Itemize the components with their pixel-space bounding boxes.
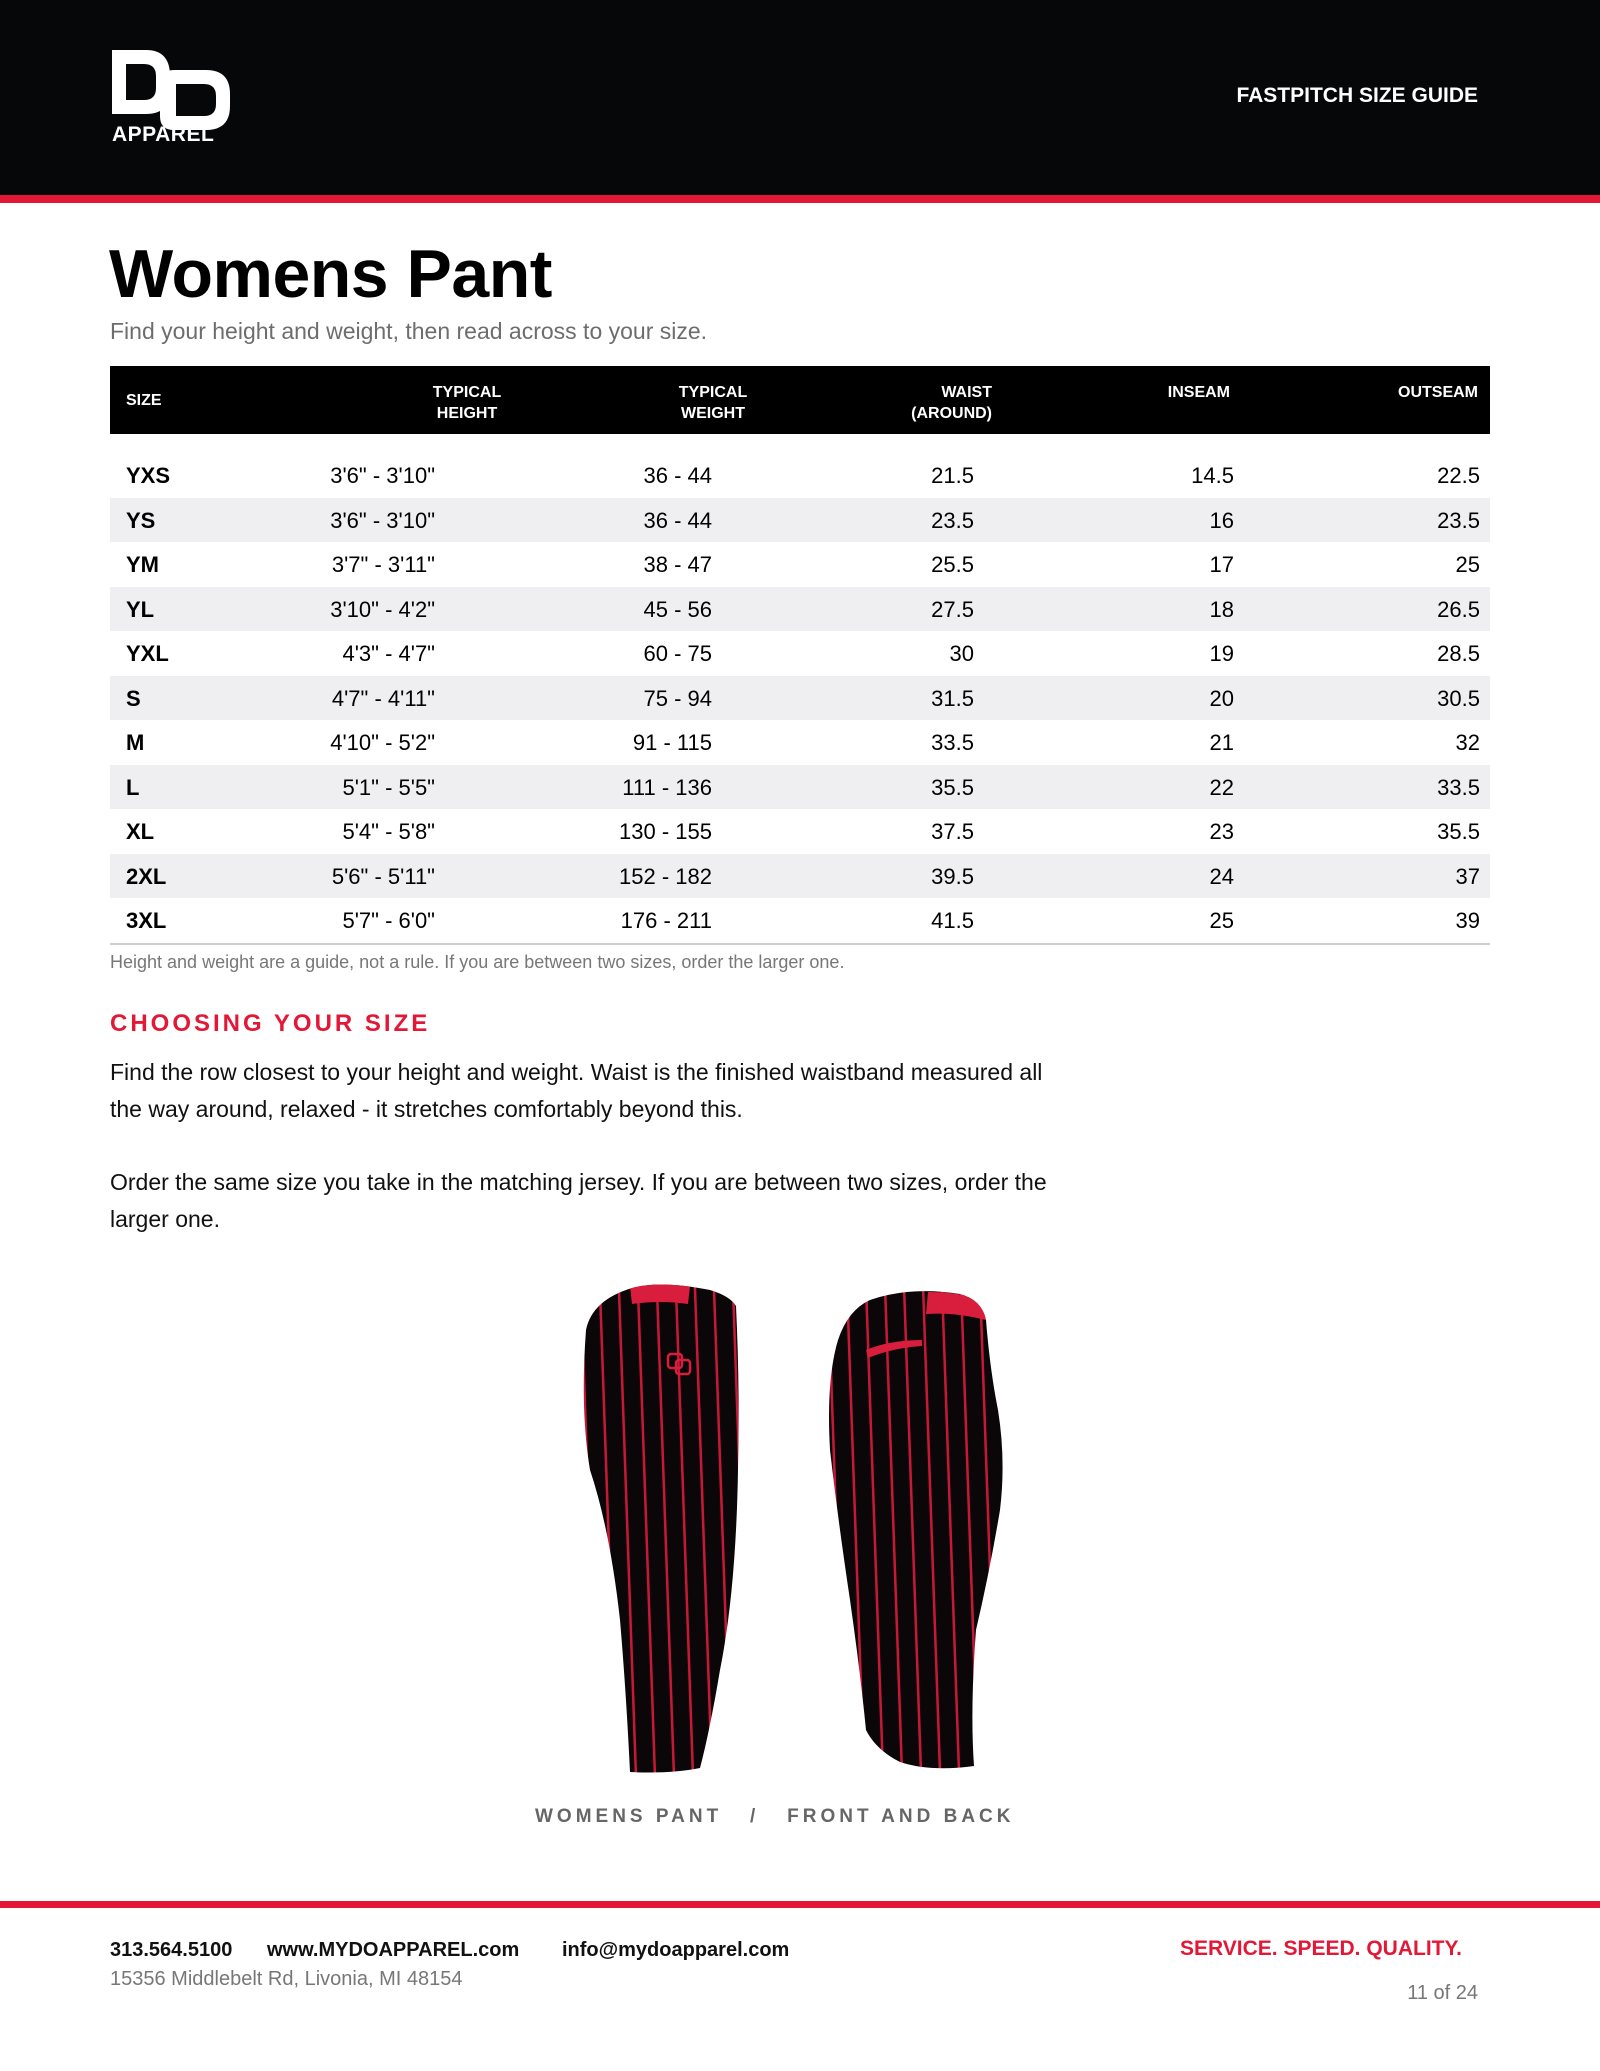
cell-waist: 27.5 (931, 596, 974, 622)
cell-waist: 30 (949, 641, 974, 666)
header-waist (882, 382, 996, 424)
cell-weight: 152 - 182 (619, 863, 712, 889)
table-header (110, 366, 1490, 434)
choosing-paragraph-2: Order the same size you take in the matching jersey. If you are between two sizes, order the larger one. (110, 1169, 1047, 1232)
size-table (110, 366, 1490, 945)
cell-waist: 23.5 (931, 507, 974, 533)
header-weight (656, 382, 770, 424)
cell-outseam: 26.5 (1437, 596, 1480, 622)
cell-inseam: 16 (1209, 507, 1234, 533)
cell-height: 4'3" - 4'7" (342, 641, 435, 666)
header-divider (0, 195, 1600, 203)
choosing-paragraph-1: Find the row closest to your height and weight. Waist is the finished waistband measured all the way around, relaxed - it stretches comfortably beyond this. (110, 1059, 1043, 1122)
header-waist-line2: (AROUND) (911, 405, 992, 422)
cell-weight: 38 - 47 (643, 552, 712, 577)
cell-size: YXS (126, 463, 171, 488)
cell-size: YS (126, 507, 156, 533)
image-caption: WOMENS PANT / FRONT AND BACK (535, 1806, 1015, 1827)
cell-height: 4'10" - 5'2" (330, 730, 435, 755)
cell-waist: 41.5 (931, 908, 974, 933)
cell-height: 4'7" - 4'11" (331, 685, 435, 711)
cell-height: 5'1" - 5'5" (342, 774, 435, 800)
cell-outseam: 28.5 (1437, 641, 1480, 666)
cell-weight: 176 - 211 (620, 908, 712, 933)
cell-waist: 37.5 (931, 819, 974, 844)
cell-weight: 36 - 44 (643, 507, 712, 533)
cell-weight: 60 - 75 (643, 641, 712, 666)
cell-inseam: 19 (1209, 641, 1234, 666)
cell-inseam: 17 (1209, 552, 1234, 577)
header-weight-line2: WEIGHT (681, 405, 745, 422)
header-height-line1: TYPICAL (432, 384, 502, 401)
table-row (110, 542, 1490, 587)
cell-inseam: 20 (1209, 685, 1234, 711)
table-row (110, 631, 1490, 676)
cell-outseam: 35.5 (1437, 819, 1480, 844)
cell-size: L (126, 774, 140, 800)
cell-outseam: 32 (1455, 730, 1480, 755)
page-title: Womens Pant (109, 236, 552, 312)
header-size: SIZE (126, 392, 162, 409)
cell-size: YL (126, 596, 155, 622)
table-body (110, 453, 1490, 945)
page-subtitle: Find your height and weight, then read across to your size. (110, 318, 708, 344)
cell-outseam: 33.5 (1437, 774, 1480, 800)
cell-inseam: 21 (1209, 730, 1234, 755)
cell-outseam: 23.5 (1437, 507, 1480, 533)
table-row (110, 809, 1490, 854)
table-row (110, 765, 1490, 810)
cell-waist: 33.5 (931, 730, 974, 755)
cell-size: YM (126, 552, 159, 577)
cell-size: 2XL (126, 863, 167, 889)
cell-weight: 36 - 44 (643, 463, 712, 488)
guide-title: FASTPITCH SIZE GUIDE (1236, 84, 1478, 107)
page-number: 11 of 24 (1407, 1982, 1478, 2004)
header-weight-line1: TYPICAL (678, 384, 748, 401)
cell-inseam: 23 (1209, 819, 1234, 844)
cell-height: 5'4" - 5'8" (342, 819, 435, 844)
cell-size: YXL (126, 641, 169, 666)
header-height (410, 382, 524, 424)
cell-outseam: 22.5 (1437, 463, 1480, 488)
cell-outseam: 30.5 (1437, 685, 1480, 711)
cell-waist: 39.5 (931, 863, 974, 889)
table-row (110, 854, 1490, 899)
footer-email-link[interactable]: info@mydoapparel.com (562, 1939, 790, 1961)
cell-waist: 25.5 (931, 552, 974, 577)
footer-divider (0, 1901, 1600, 1908)
cell-height: 5'6" - 5'11" (331, 863, 435, 889)
cell-outseam: 37 (1455, 863, 1480, 889)
choosing-heading: CHOOSING YOUR SIZE (110, 1010, 431, 1037)
cell-waist: 21.5 (931, 463, 974, 488)
cell-inseam: 22 (1209, 774, 1234, 800)
footer-tagline: SERVICE. SPEED. QUALITY. (1179, 1937, 1462, 1960)
table-footnote: Height and weight are a guide, not a rule. If you are between two sizes, order the larger one. (110, 952, 845, 972)
cell-weight: 130 - 155 (619, 819, 712, 844)
cell-height: 3'6" - 3'10" (330, 463, 435, 488)
cell-waist: 35.5 (931, 774, 974, 800)
header-waist-line1: WAIST (941, 384, 992, 401)
cell-inseam: 14.5 (1191, 463, 1234, 488)
footer-address: 15356 Middlebelt Rd, Livonia, MI 48154 (110, 1968, 463, 1990)
table-row (110, 898, 1490, 943)
table-row (110, 587, 1490, 632)
page-header (0, 0, 1600, 195)
cell-inseam: 18 (1209, 596, 1234, 622)
cell-outseam: 25 (1455, 552, 1480, 577)
pant-illustration (570, 1270, 1030, 1780)
cell-size: 3XL (126, 908, 167, 933)
cell-weight: 75 - 94 (643, 685, 712, 711)
cell-outseam: 39 (1455, 908, 1480, 933)
table-row (110, 498, 1490, 543)
cell-height: 3'10" - 4'2" (330, 596, 435, 622)
logo-wordmark: APPAREL (112, 123, 215, 146)
header-height-line2: HEIGHT (436, 405, 498, 422)
cell-weight: 91 - 115 (632, 730, 712, 755)
cell-size: M (126, 730, 145, 755)
footer-website-link[interactable]: www.MYDOAPPAREL.com (267, 1939, 520, 1961)
cell-weight: 45 - 56 (643, 596, 712, 622)
cell-inseam: 25 (1209, 908, 1234, 933)
cell-height: 3'7" - 3'11" (331, 552, 435, 577)
footer-phone[interactable]: 313.564.5100 (110, 1939, 233, 1961)
cell-size: S (126, 685, 141, 711)
cell-height: 3'6" - 3'10" (330, 507, 435, 533)
header-outseam: OUTSEAM (1398, 384, 1478, 401)
table-row (110, 676, 1490, 721)
cell-height: 5'7" - 6'0" (342, 908, 435, 933)
table-row (110, 720, 1490, 765)
cell-size: XL (126, 819, 155, 844)
table-row (110, 453, 1490, 498)
cell-inseam: 24 (1209, 863, 1234, 889)
cell-weight: 111 - 136 (622, 774, 712, 800)
header-inseam: INSEAM (1167, 384, 1230, 401)
cell-waist: 31.5 (931, 685, 974, 711)
